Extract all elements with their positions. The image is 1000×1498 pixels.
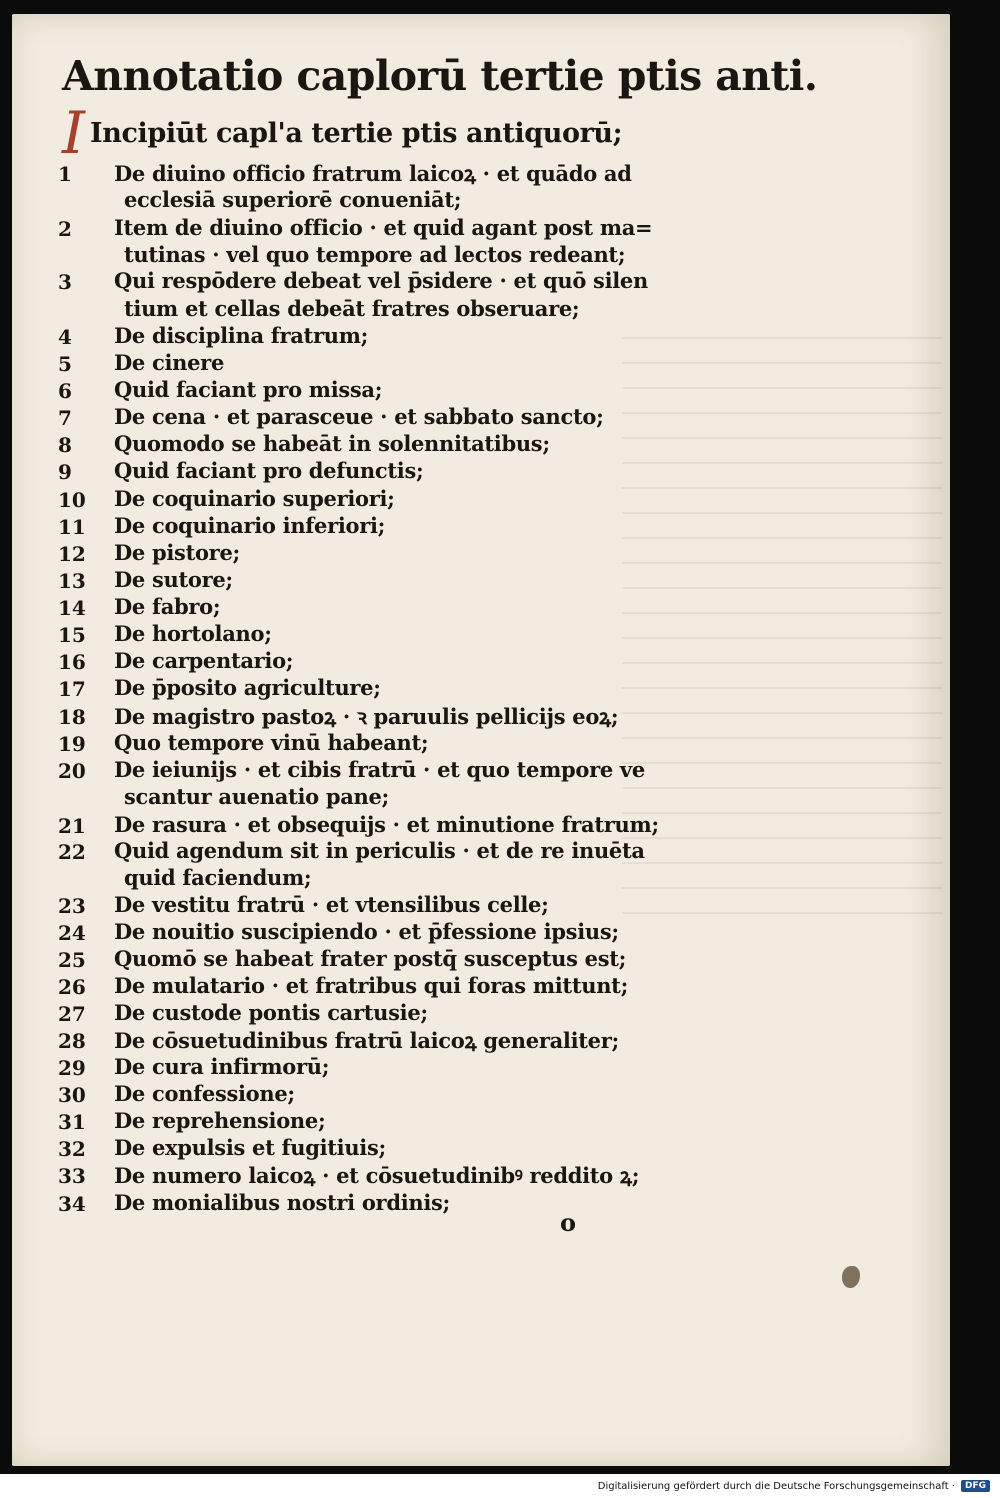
entry-title: Quid agendum sit in periculis · et de re inuēta	[114, 838, 645, 863]
entry-title: De fabro;	[114, 594, 221, 619]
entry-title: De mulatario · et fratribus qui foras mittunt;	[114, 973, 629, 998]
entry-number: 11	[58, 515, 86, 539]
entry-number: 24	[58, 921, 86, 945]
entry-number: 8	[58, 433, 72, 457]
entry-number: 29	[58, 1056, 86, 1080]
entry-number: 25	[58, 948, 86, 972]
entry-number: 16	[58, 650, 86, 674]
entry-title: De reprehensione;	[114, 1108, 326, 1133]
entry-title: De p̄posito agriculture;	[114, 675, 381, 700]
entry-title-continuation: quid faciendum;	[124, 865, 312, 890]
entry-title: De coquinario superiori;	[114, 486, 395, 511]
entry-number: 30	[58, 1083, 86, 1107]
entry-number: 12	[58, 542, 86, 566]
entry-number: 34	[58, 1192, 86, 1216]
bleed-through-text	[622, 334, 942, 934]
entry-title: Quid faciant pro defunctis;	[114, 458, 424, 483]
entry-title: De monialibus nostri ordinis;	[114, 1190, 451, 1215]
entry-title: De cura infirmorū;	[114, 1054, 330, 1079]
entry-title: Quomō se habeat frater postq̄ susceptus est;	[114, 946, 627, 971]
entry-title: De nouitio suscipiendo · et p̄fessione ipsius;	[114, 919, 619, 944]
entry-number: 2	[58, 217, 72, 241]
entry-title: De cinere	[114, 350, 225, 375]
entry-title-continuation: scantur auenatio pane;	[124, 784, 390, 809]
entry-number: 31	[58, 1110, 86, 1134]
entry-number: 7	[58, 406, 72, 430]
entry-title: Qui respōdere debeat vel p̄sidere · et quō silen	[114, 268, 648, 293]
entry-number: 19	[58, 732, 86, 756]
rubricated-initial: I	[62, 99, 85, 167]
entry-title: Quomodo se habeāt in solennitatibus;	[114, 431, 550, 456]
entry-title-continuation: tutinas · vel quo tempore ad lectos redeant;	[124, 242, 626, 267]
entry-title: De sutore;	[114, 567, 233, 592]
footer-text: Digitalisierung gefördert durch die Deutsche Forschungsgemeinschaft ·	[597, 1480, 955, 1492]
entry-title: De magistro pastoꝝ · ꝛ paruulis pellicijs eoꝝ;	[114, 704, 619, 729]
entry-title: De diuino officio fratrum laicoꝝ · et quādo ad	[114, 161, 632, 186]
entry-number: 33	[58, 1164, 86, 1188]
footer-credit	[598, 1476, 990, 1496]
entry-title: De coquinario inferiori;	[114, 513, 386, 538]
page-title: Annotatio caplorū tertie ptis anti.	[62, 52, 818, 100]
entry-title-continuation: tium et cellas debeāt fratres obseruare;	[124, 296, 580, 321]
entry-title: Item de diuino officio · et quid agant post ma=	[114, 215, 653, 240]
entry-title: De cena · et parasceue · et sabbato sancto;	[114, 404, 604, 429]
entry-number: 23	[58, 894, 86, 918]
entry-title: De vestitu fratrū · et vtensilibus celle;	[114, 892, 549, 917]
entry-number: 13	[58, 569, 86, 593]
signature-mark: o	[560, 1208, 577, 1237]
entry-title: De rasura · et obsequijs · et minutione fratrum;	[114, 812, 659, 837]
entry-title: De numero laicoꝝ · et cōsuetudinibꝰ reddito ꝝ;	[114, 1163, 640, 1188]
entry-number: 15	[58, 623, 86, 647]
entry-title: De cōsuetudinibus fratrū laicoꝝ generaliter;	[114, 1028, 619, 1053]
entry-number: 10	[58, 488, 86, 512]
entry-number: 6	[58, 379, 72, 403]
entry-number: 1	[58, 162, 72, 186]
entry-title: De carpentario;	[114, 648, 294, 673]
entry-number: 9	[58, 460, 72, 484]
entry-number: 3	[58, 270, 72, 294]
entry-title: De expulsis et fugitiuis;	[114, 1135, 386, 1160]
entry-number: 28	[58, 1029, 86, 1053]
entry-number: 26	[58, 975, 86, 999]
entry-title: De custode pontis cartusie;	[114, 1000, 428, 1025]
entry-number: 21	[58, 814, 86, 838]
entry-number: 18	[58, 705, 86, 729]
entry-number: 20	[58, 759, 86, 783]
entry-title: Quo tempore vinū habeant;	[114, 730, 429, 755]
entry-number: 5	[58, 352, 72, 376]
entry-number: 32	[58, 1137, 86, 1161]
entry-title: De disciplina fratrum;	[114, 323, 369, 348]
entry-title: De confessione;	[114, 1081, 295, 1106]
entry-number: 22	[58, 840, 86, 864]
entry-number: 17	[58, 677, 86, 701]
entry-title: De ieiunijs · et cibis fratrū · et quo tempore ve	[114, 757, 645, 782]
entry-title-continuation: ecclesiā superiorē conueniāt;	[124, 187, 462, 212]
entry-number: 4	[58, 325, 72, 349]
chapter-heading-text: Incipiūt capl'a tertie ptis antiquorū;	[90, 118, 623, 149]
entry-number: 27	[58, 1002, 86, 1026]
entry-title: De pistore;	[114, 540, 240, 565]
dfg-logo: DFG	[961, 1480, 990, 1492]
entry-number: 14	[58, 596, 86, 620]
entry-title: Quid faciant pro missa;	[114, 377, 383, 402]
entry-title: De hortolano;	[114, 621, 272, 646]
